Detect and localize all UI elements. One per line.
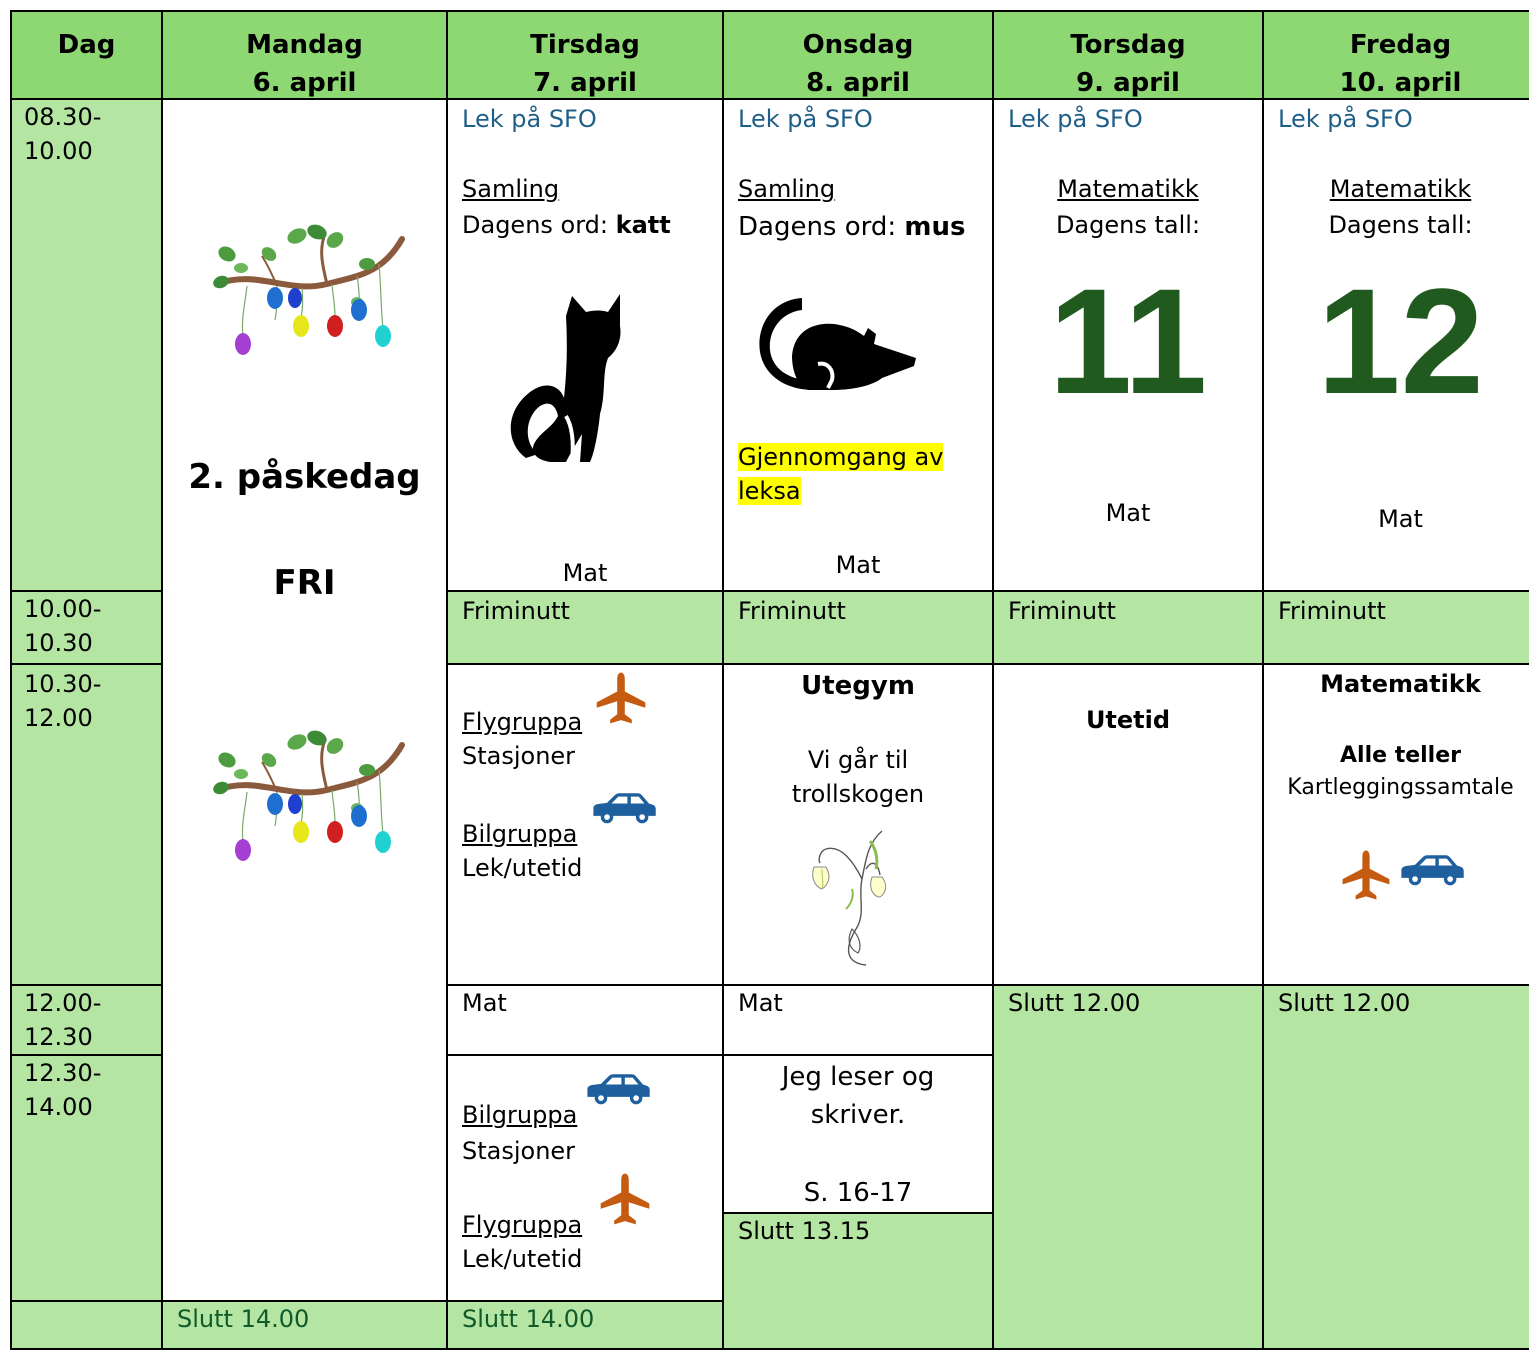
trip-line-1: Vi går til <box>807 746 909 774</box>
sfo-label: Lek på SFO <box>462 105 597 133</box>
tuesday-end-cell <box>446 1300 724 1350</box>
time-start: 10.00- <box>24 595 102 623</box>
time-end: 14.00 <box>24 1093 93 1121</box>
header-day-name: Onsdag <box>802 30 914 60</box>
wednesday-break-cell <box>722 590 994 665</box>
plane-icon <box>594 671 648 725</box>
kartlegging-label: Kartleggingssamtale <box>1287 775 1514 800</box>
word-label: Dagens ord: <box>738 212 905 242</box>
samling-label: Samling <box>462 175 560 203</box>
end-time: Slutt 13.15 <box>738 1217 871 1245</box>
mat-label: Mat <box>562 559 608 587</box>
time-start: 08.30- <box>24 103 102 131</box>
header-day-date: 10. april <box>1339 68 1462 98</box>
time-end: 10.00 <box>24 137 93 165</box>
wednesday-afternoon-cell <box>722 1054 994 1214</box>
wednesday-midday-cell <box>722 663 994 986</box>
time-start: 10.30- <box>24 670 102 698</box>
time-slot-6 <box>10 1300 163 1350</box>
friday-end-cell <box>1262 984 1529 1350</box>
header-day-name: Mandag <box>246 30 363 60</box>
snowdrop-icon <box>806 829 892 969</box>
tuesday-midday-cell <box>446 663 724 986</box>
friday-midday-cell <box>1262 663 1529 986</box>
word-label: Dagens ord: <box>462 211 616 239</box>
subject-label: Matematikk <box>1057 175 1199 203</box>
car-icon <box>584 1072 652 1106</box>
wednesday-end-cell <box>722 1212 994 1350</box>
utegym-label: Utegym <box>801 671 915 701</box>
time-end: 10.30 <box>24 629 93 657</box>
reading-line-1: Jeg leser og <box>781 1062 935 1092</box>
tuesday-morning-cell <box>446 98 724 592</box>
sfo-label: Lek på SFO <box>738 105 873 133</box>
header-day-tuesday <box>446 10 724 100</box>
wednesday-lunch-cell <box>722 984 994 1056</box>
reading-line-2: skriver. <box>810 1100 906 1130</box>
break-label: Friminutt <box>1008 597 1116 625</box>
monday-end-cell <box>161 1300 448 1350</box>
alle-teller-label: Alle teller <box>1340 743 1461 768</box>
word-of-day <box>462 208 671 242</box>
easter-branch-icon <box>207 224 407 364</box>
tuesday-lunch-cell <box>446 984 724 1056</box>
trip-line-2: trollskogen <box>791 780 925 808</box>
mat-label: Mat <box>835 551 881 579</box>
plane-icon <box>598 1172 652 1226</box>
time-start: 12.00- <box>24 989 102 1017</box>
car-icon <box>590 791 658 825</box>
tuesday-break-cell <box>446 590 724 665</box>
end-time: Slutt 12.00 <box>1008 989 1141 1017</box>
thursday-end-cell <box>992 984 1264 1350</box>
sfo-label: Lek på SFO <box>1278 105 1413 133</box>
monday-cell <box>161 98 448 1302</box>
plane-icon <box>1340 847 1392 903</box>
break-label: Friminutt <box>738 597 846 625</box>
mat-label: Mat <box>462 989 507 1017</box>
header-dag-label: Dag <box>57 30 116 60</box>
header-day-name: Torsdag <box>1070 30 1186 60</box>
header-day-date: 7. april <box>533 68 637 98</box>
activity-label: Stasjoner <box>462 1137 576 1165</box>
activity-label: Lek/utetid <box>462 854 583 882</box>
break-label: Friminutt <box>1278 597 1386 625</box>
break-label: Friminutt <box>462 597 570 625</box>
mat-label: Mat <box>1378 505 1423 533</box>
review-label <box>738 474 801 508</box>
header-day-monday <box>161 10 448 100</box>
header-day-date: 9. april <box>1076 68 1180 98</box>
utetid-label: Utetid <box>1085 706 1171 734</box>
word-value: mus <box>904 212 966 242</box>
header-day-friday <box>1262 10 1529 100</box>
holiday-label: 2. påskedag <box>188 457 421 497</box>
sfo-label: Lek på SFO <box>1008 105 1143 133</box>
end-time: Slutt 14.00 <box>462 1305 595 1333</box>
subject-label: Matematikk <box>1329 175 1472 203</box>
thursday-midday-cell <box>992 663 1264 986</box>
car-icon <box>1398 853 1466 887</box>
time-slot-2 <box>10 590 163 665</box>
subject-label: Matematikk <box>1320 670 1481 698</box>
fri-label: FRI <box>273 563 336 603</box>
header-dag <box>10 10 163 100</box>
word-of-day <box>738 210 966 244</box>
activity-label: Lek/utetid <box>462 1245 583 1273</box>
review-line-1: Gjennomgang av <box>738 443 944 471</box>
thursday-morning-cell <box>992 98 1264 592</box>
activity-label: Stasjoner <box>462 742 576 770</box>
header-day-thursday <box>992 10 1264 100</box>
end-time: Slutt 12.00 <box>1278 989 1411 1017</box>
time-slot-3 <box>10 663 163 986</box>
end-time: Slutt 14.00 <box>177 1305 310 1333</box>
tuesday-afternoon-cell <box>446 1054 724 1302</box>
header-day-wednesday <box>722 10 994 100</box>
samling-label: Samling <box>738 175 836 203</box>
mat-label: Mat <box>1105 499 1151 527</box>
friday-break-cell <box>1262 590 1529 665</box>
group-label: Bilgruppa <box>462 1101 578 1129</box>
header-day-date: 6. april <box>252 68 357 98</box>
time-slot-1 <box>10 98 163 592</box>
time-slot-5 <box>10 1054 163 1302</box>
review-label <box>738 440 943 474</box>
time-start: 12.30- <box>24 1059 102 1087</box>
number-label: Dagens tall: <box>1055 211 1201 239</box>
header-day-name: Tirsdag <box>530 30 640 60</box>
group-label: Bilgruppa <box>462 820 578 848</box>
number-label: Dagens tall: <box>1328 211 1473 239</box>
easter-branch-icon <box>207 730 407 870</box>
word-value: katt <box>615 211 671 239</box>
time-end: 12.00 <box>24 704 93 732</box>
review-line-2: leksa <box>738 477 801 505</box>
pages-label: S. 16-17 <box>803 1178 913 1208</box>
group-label: Flygruppa <box>462 708 583 736</box>
header-day-date: 8. april <box>806 68 910 98</box>
wednesday-morning-cell <box>722 98 994 592</box>
number-of-day: 11 <box>1048 257 1208 425</box>
time-slot-4 <box>10 984 163 1056</box>
cat-icon <box>494 294 624 464</box>
header-day-name: Fredag <box>1349 30 1452 60</box>
number-of-day: 12 <box>1317 257 1484 425</box>
time-end: 12.30 <box>24 1023 93 1051</box>
mat-label: Mat <box>738 989 783 1017</box>
group-label: Flygruppa <box>462 1211 583 1239</box>
thursday-break-cell <box>992 590 1264 665</box>
friday-morning-cell <box>1262 98 1529 592</box>
mouse-icon <box>752 292 920 396</box>
